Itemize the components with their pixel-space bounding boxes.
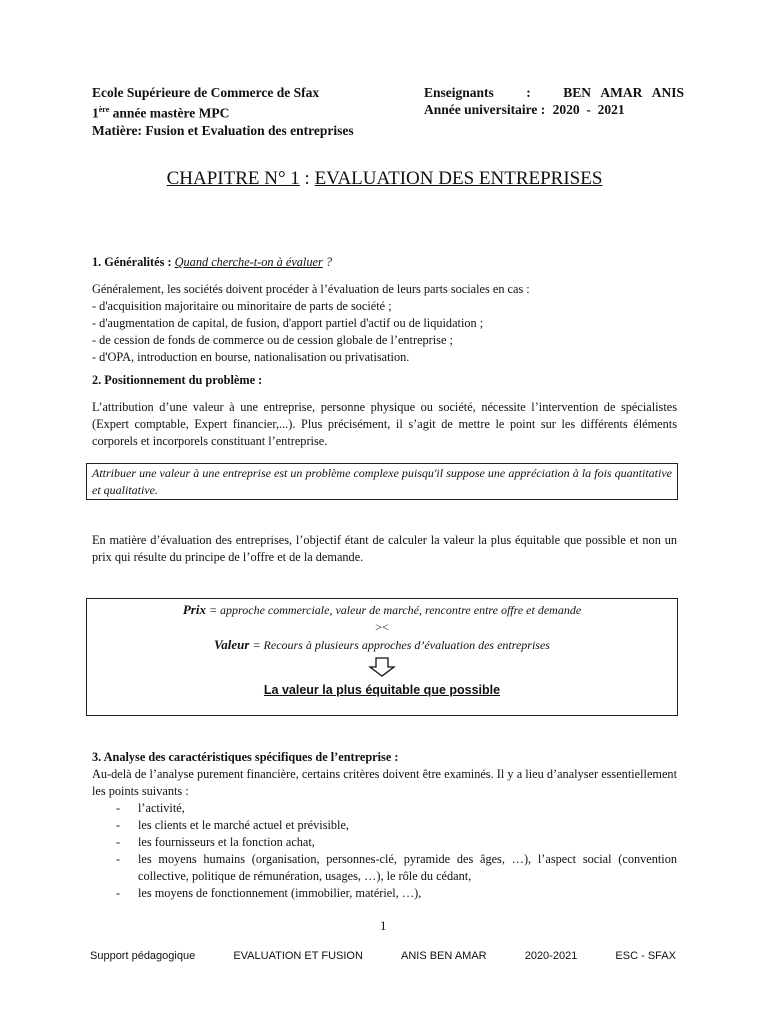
footer-course: EVALUATION ET FUSION <box>233 950 363 962</box>
versus-symbol: >< <box>375 620 389 634</box>
chapter-number: CHAPITRE N° 1 <box>166 168 300 189</box>
section-1-item: - d'acquisition majoritaire ou minoritaire de parts de société ; <box>92 299 392 313</box>
page-number: 1 <box>380 918 387 933</box>
price-value-box <box>86 598 678 716</box>
teachers-separator: : <box>526 85 531 100</box>
section-2-heading: 2. Positionnement du problème : <box>92 373 263 387</box>
teachers-name: BEN AMAR ANIS <box>563 85 684 100</box>
list-item: - les clients et le marché actuel et prévisible, <box>92 817 677 834</box>
section-1-intro: Généralement, les sociétés doivent procéder à l’évaluation de leurs parts sociales en cas : <box>92 282 530 296</box>
page-footer <box>90 950 676 962</box>
valeur-label: Valeur <box>214 637 250 652</box>
section-2-paragraph: L’attribution d’une valeur à une entreprise, personne physique ou société, nécessite l’intervention de spécialistes (Expert comptable, Expert financier,...). Plus précisément, il s’agit de mettre le point sur les différents éléments corporels et incorporels constituant l’entreprise. <box>92 400 677 448</box>
valeur-line <box>87 636 677 654</box>
subject: Matière: Fusion et Evaluation des entreprises <box>92 122 354 138</box>
footer-support: Support pédagogique <box>90 950 196 962</box>
footer-author: ANIS BEN AMAR <box>401 950 487 962</box>
list-item: - l’activité, <box>92 800 677 817</box>
section-3 <box>92 749 677 902</box>
prix-label: Prix <box>182 602 206 617</box>
key-statement-text: Attribuer une valeur à une entreprise est un problème complexe puisqu'il suppose une appréciation à la fois quantitative et qualitative. <box>92 466 672 497</box>
title-separator: : <box>299 168 315 189</box>
list-item: - les moyens humains (organisation, personnes-clé, pyramide des âges, …), l’aspect social (convention collective, politique de rémunération, usages, …), le rôle du cédant, <box>92 851 677 885</box>
prix-text: = approche commerciale, valeur de marché, rencontre entre offre et demande <box>205 603 582 617</box>
section-2 <box>92 372 677 450</box>
section-3-heading: 3. Analyse des caractéristiques spécifiques de l’entreprise : <box>92 750 399 764</box>
list-item: - les fournisseurs et la fonction achat, <box>92 834 677 851</box>
conclusion-text: La valeur la plus équitable que possible <box>263 683 501 697</box>
key-statement-box <box>86 463 678 500</box>
section-1-title: 1. Généralités : <box>92 255 172 269</box>
footer-school: ESC - SFAX <box>615 950 676 962</box>
section-1-heading <box>92 254 677 271</box>
section-1-item: - d'augmentation de capital, de fusion, d'apport partiel d'actif ou de liquidation ; <box>92 316 484 330</box>
academic-year-label: Année universitaire : <box>424 102 546 117</box>
header-left <box>92 84 412 139</box>
prix-line <box>87 601 677 619</box>
year-rest: année mastère MPC <box>109 105 230 121</box>
section-1 <box>92 254 677 366</box>
section-3-intro: Au-delà de l’analyse purement financière, certains critères doivent être examinés. Il y a lieu d’analyser essentiellement les points suivants : <box>92 767 677 798</box>
section-1-item: - d'OPA, introduction en bourse, nationalisation ou privatisation. <box>92 350 410 364</box>
valeur-text: = Recours à plusieurs approches d’évaluation des entreprises <box>249 638 550 652</box>
academic-year-row <box>424 101 684 118</box>
header-right <box>424 84 684 118</box>
chapter-name: EVALUATION DES ENTREPRISES <box>314 168 603 189</box>
school-name: Ecole Supérieure de Commerce de Sfax <box>92 85 320 100</box>
chapter-title <box>92 168 677 190</box>
list-item: - les moyens de fonctionnement (immobilier, matériel, …), <box>92 885 677 902</box>
question-mark: ? <box>322 255 332 269</box>
section-1-question: Quand cherche-t-on à évaluer <box>174 255 323 269</box>
year-superscript: ère <box>98 105 110 114</box>
teachers-row <box>424 84 684 101</box>
section-1-item: - de cession de fonds de commerce ou de cession globale de l’entreprise ; <box>92 333 453 347</box>
program-year <box>92 101 412 122</box>
academic-year-value: 2020 - 2021 <box>552 102 625 117</box>
criteria-list <box>92 800 677 902</box>
teachers-label: Enseignants <box>424 85 494 100</box>
footer-years: 2020-2021 <box>524 950 578 962</box>
year-number: 1 <box>92 105 99 121</box>
down-arrow-icon <box>367 657 397 677</box>
section-2-paragraph-2: En matière d’évaluation des entreprises, l’objectif étant de calculer la valeur la plus équitable que possible et non un prix qui résulte du principe de l’offre et de la demande. <box>92 533 677 564</box>
